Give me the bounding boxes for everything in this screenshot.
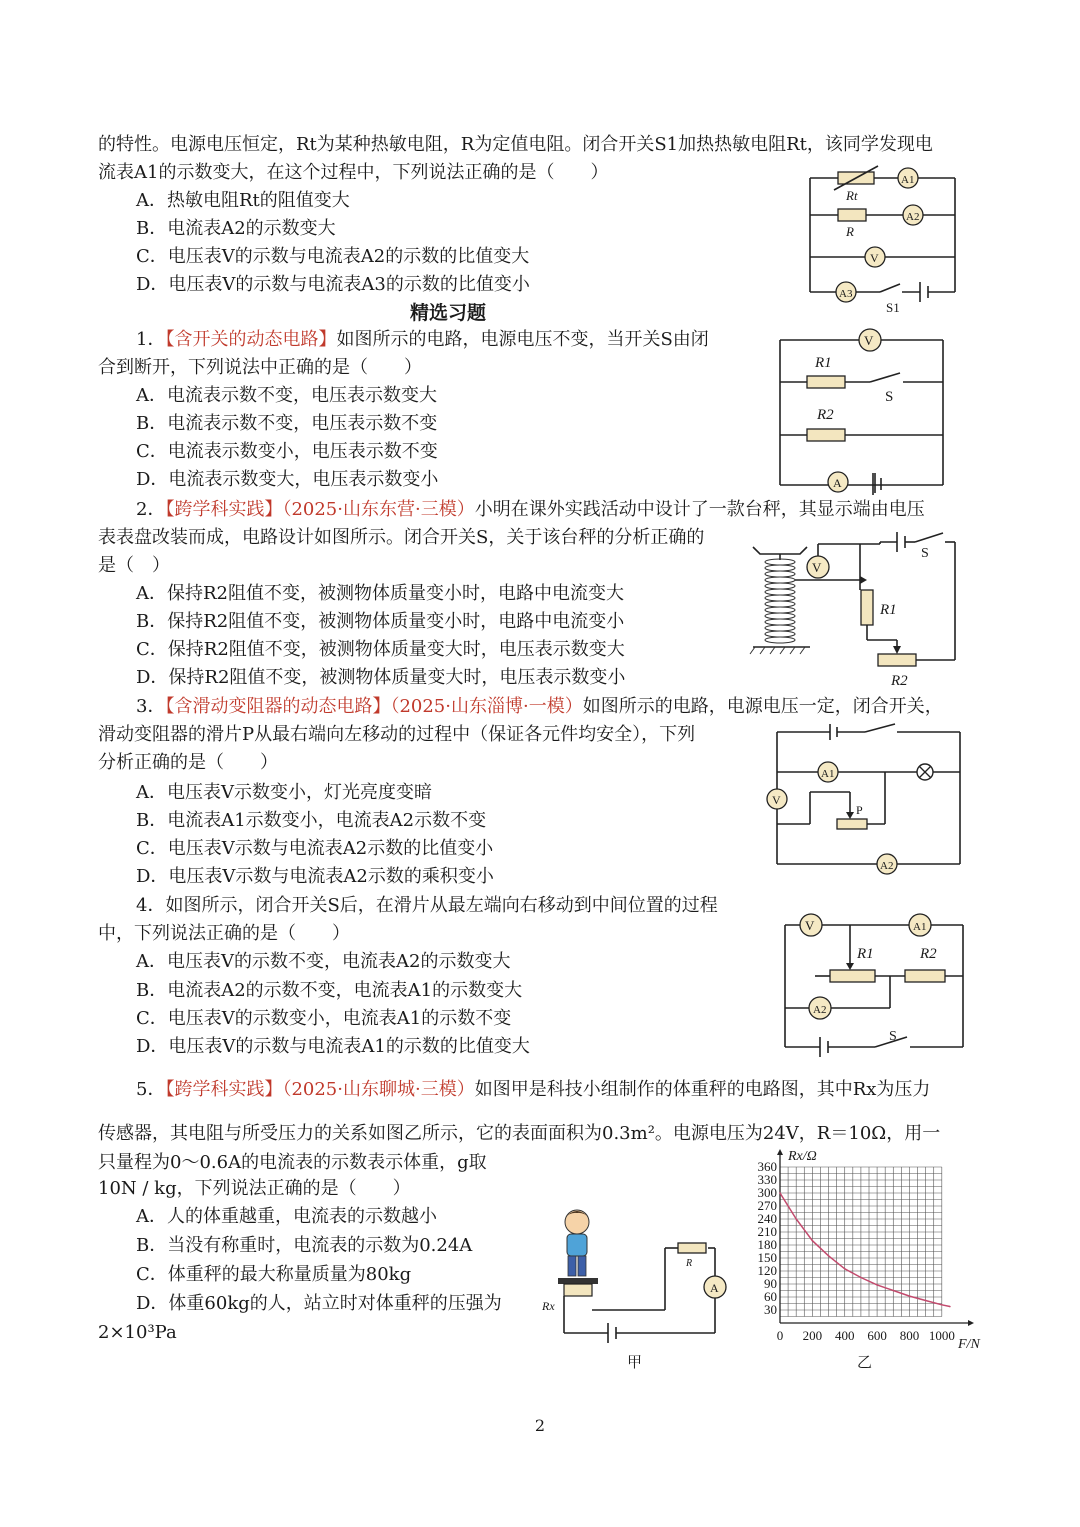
y-tick-label: 210 — [757, 1224, 777, 1239]
q1-option-c: C．电流表示数变小，电压表示数不变 — [136, 441, 438, 462]
q2-r2 — [878, 654, 916, 666]
q4-r2-label: R2 — [920, 946, 937, 962]
q3-option-a: A．电压表V示数变小，灯光亮度变暗 — [136, 782, 432, 803]
q2-tag: 【跨学科实践】 — [165, 499, 283, 520]
chart-point — [795, 1218, 797, 1220]
q1-voltmeter-label: V — [864, 333, 874, 348]
q1-line-2: 合到断开，下列说法中正确的是（ ） — [98, 357, 422, 378]
q2-r2-label: R2 — [891, 673, 908, 689]
chart-y-ticks — [758, 1159, 778, 1317]
q2-r1 — [861, 590, 873, 625]
chart-point — [779, 1192, 781, 1194]
q3-option-c: C．电压表V示数与电流表A2示数的比值变小 — [136, 838, 494, 859]
rx-sensor — [564, 1284, 592, 1296]
q2-first-line — [136, 496, 925, 524]
q4-first-line — [136, 892, 718, 920]
y-tick-label: 180 — [757, 1237, 777, 1252]
x-tick-label: 800 — [899, 1328, 920, 1343]
q2-line-2: 表表盘改装而成，电路设计如图所示。闭合开关S，关于该台秤的分析正确的 — [98, 527, 705, 548]
q3-voltmeter-label: V — [772, 793, 781, 807]
q3-first-line — [136, 693, 943, 721]
q4-option-c: C．电压表V的示数变小，电流表A1的示数不变 — [136, 1008, 512, 1029]
q3-rheostat — [837, 819, 867, 829]
intro-option-c: C．电压表V的示数与电流表A2的示数的比值变大 — [136, 246, 530, 267]
y-tick-label: 360 — [757, 1159, 777, 1174]
chart-points — [779, 1192, 951, 1307]
q3-option-b: B．电流表A1示数变小，电流表A2示数不变 — [136, 810, 487, 831]
q4-option-d: D．电压表V的示数与电流表A1的示数的比值变大 — [136, 1036, 530, 1057]
q5-number: 5． — [136, 1079, 166, 1100]
q3-line-2: 滑动变阻器的滑片P从最右端向左移动的过程中（保证各元件均安全），下列 — [98, 724, 696, 745]
q4-number: 4． — [136, 895, 166, 916]
q1-line-1: 如图所示的电路，电源电压不变，当开关S由闭 — [336, 329, 709, 350]
q5-option-d: D．体重60kg的人，站立时对体重秤的压强为 — [136, 1293, 502, 1314]
q5-option-d-tail: 2×10³Pa — [98, 1322, 177, 1343]
y-tick-label: 60 — [764, 1289, 777, 1304]
chart-point — [828, 1255, 830, 1257]
x-tick-label: 1000 — [928, 1328, 955, 1343]
q3-option-d: D．电压表V示数与电流表A2示数的乘积变小 — [136, 866, 494, 887]
q2-switch-label: S — [921, 546, 929, 561]
q4-line-2: 中，下列说法正确的是（ ） — [98, 923, 350, 944]
q1-r1 — [807, 376, 845, 388]
q2-option-d: D．保持R2阻值不变，被测物体质量变大时，电压表示数变小 — [136, 667, 626, 688]
x-tick-label: 0 — [776, 1328, 784, 1343]
chart-point — [925, 1300, 927, 1302]
voltmeter-v-label: V — [870, 251, 879, 265]
intro-line-1: 的特性。电源电压恒定，Rt为某种热敏电阻，R为定值电阻。闭合开关S1加热热敏电阻Rt，该同学发现电 — [98, 134, 933, 155]
y-tick-label: 120 — [757, 1263, 777, 1278]
q1-r1-label: R1 — [815, 355, 832, 371]
intro-option-a: A．热敏电阻Rt的阻值变大 — [136, 190, 350, 211]
chart-point — [876, 1284, 878, 1286]
q3-line-1: 如图所示的电路，电源电压一定，闭合开关， — [582, 696, 943, 717]
chart-point — [892, 1290, 894, 1292]
q1-number: 1． — [136, 329, 166, 350]
chart-point — [941, 1304, 943, 1306]
q5-tag: 【跨学科实践】 — [165, 1079, 283, 1100]
q5-line-4: 10N / kg，下列说法正确的是（ ） — [98, 1178, 411, 1199]
fig-jia-label: 甲 — [627, 1355, 643, 1371]
r-label: R — [846, 224, 854, 239]
intro-line-2: 流表A1的示数变大，在这个过程中，下列说法正确的是（ ） — [98, 162, 609, 183]
q4-r1 — [830, 970, 875, 982]
q5-r-label: R — [686, 1258, 693, 1269]
q4-r1-label: R1 — [857, 946, 874, 962]
y-tick-label: 30 — [764, 1302, 777, 1317]
q4-option-b: B．电流表A2的示数不变，电流表A1的示数变大 — [136, 980, 523, 1001]
chart-point — [909, 1295, 911, 1297]
chart-grid — [780, 1167, 942, 1317]
q1-option-d: D．电流表示数变大，电压表示数变小 — [136, 469, 439, 490]
chart-point — [812, 1240, 814, 1242]
q3-circuit-diagram — [765, 724, 970, 879]
intro-option-b: B．电流表A2的示数变大 — [136, 218, 336, 239]
q5-r — [678, 1243, 706, 1253]
q1-option-a: A．电流表示数不变，电压表示数变大 — [136, 385, 437, 406]
r-resistor — [838, 209, 866, 221]
q2-source: （2025·山东东营·三模） — [282, 499, 475, 520]
q2-r1-label: R1 — [880, 602, 897, 618]
q5-chart-rx-vs-f — [740, 1145, 990, 1375]
rt-label: Rt — [846, 188, 858, 203]
y-tick-label: 90 — [764, 1276, 777, 1291]
q2-option-a: A．保持R2阻值不变，被测物体质量变小时，电路中电流变大 — [136, 583, 625, 604]
q3-number: 3． — [136, 696, 166, 717]
ammeter-a2-label: A2 — [906, 211, 920, 223]
rx-label: Rx — [542, 1299, 555, 1313]
q4-circuit-diagram — [775, 905, 970, 1055]
q2-number: 2． — [136, 499, 166, 520]
q4-switch-label: S — [889, 1029, 897, 1044]
x-tick-label: 200 — [802, 1328, 823, 1343]
page-number: 2 — [534, 1416, 546, 1435]
x-tick-label: 400 — [834, 1328, 855, 1343]
q3-slider-label: P — [856, 803, 863, 817]
ammeter-a3-label: A3 — [839, 288, 853, 300]
q5-line-3: 只量程为0～0.6A的电流表的示数表示体重，g取 — [98, 1152, 487, 1173]
q4-ammeter-a2-label: A2 — [813, 1004, 827, 1016]
q1-circuit-diagram — [775, 325, 950, 495]
x-axis-arrow — [968, 1320, 974, 1326]
x-tick-label: 600 — [867, 1328, 887, 1343]
q4-voltmeter-label: V — [805, 918, 815, 933]
chart-point — [860, 1277, 862, 1279]
q2-option-c: C．保持R2阻值不变，被测物体质量变大时，电压表示数变大 — [136, 639, 625, 660]
chart-series-rx-f — [780, 1193, 950, 1307]
y-tick-label: 270 — [757, 1198, 777, 1213]
y-tick-label: 300 — [757, 1185, 777, 1200]
q1-switch-label: S — [885, 389, 894, 405]
ammeter-a1-label: A1 — [901, 174, 915, 186]
q3-tag: 【含滑动变阻器的动态电路】 — [165, 696, 391, 717]
q5-option-a: A．人的体重越重，电流表的示数越小 — [136, 1206, 437, 1227]
chart-x-ticks — [777, 1328, 955, 1343]
s1-label: S1 — [886, 300, 900, 315]
q3-line-3: 分析正确的是（ ） — [98, 752, 278, 773]
q5-ammeter-label: A — [710, 1281, 719, 1295]
q2-voltmeter-label: V — [812, 560, 822, 575]
chart-point — [949, 1306, 951, 1308]
q2-spring — [765, 559, 795, 643]
q5-line-1: 如图甲是科技小组制作的体重秤的电路图，其中Rx为压力 — [474, 1079, 931, 1100]
q1-r2 — [807, 429, 845, 441]
q5-option-c: C．体重秤的最大称量质量为80kg — [136, 1264, 412, 1285]
q2-line-3: 是（ ） — [98, 555, 170, 576]
q1-ammeter-label: A — [833, 476, 842, 490]
chart-x-label: F/N — [958, 1337, 980, 1352]
q1-first-line — [136, 326, 709, 354]
fig-yi-label: 乙 — [857, 1355, 873, 1371]
intro-circuit-diagram — [800, 160, 970, 320]
person-illustration — [565, 1210, 589, 1276]
q2-line-1: 小明在课外实践活动中设计了一款台秤，其显示端由电压 — [474, 499, 925, 520]
q1-option-b: B．电流表示数不变，电压表示数不变 — [136, 413, 438, 434]
q5-option-b: B．当没有称重时，电流表的示数为0.24A — [136, 1235, 473, 1256]
q3-ammeter-a1-label: A1 — [821, 768, 835, 780]
chart-axes — [777, 1149, 974, 1326]
q5-first-line — [136, 1076, 930, 1104]
q1-tag: 【含开关的动态电路】 — [165, 329, 337, 350]
q4-option-a: A．电压表V的示数不变，电流表A2的示数变大 — [136, 951, 511, 972]
section-title: 精选习题 — [410, 302, 487, 324]
y-tick-label: 240 — [757, 1211, 777, 1226]
q3-ammeter-a2-label: A2 — [880, 860, 894, 872]
q1-r2-label: R2 — [817, 407, 834, 423]
intro-option-d: D．电压表V的示数与电流表A3的示数的比值变小 — [136, 274, 530, 295]
chart-y-label: Rx/Ω — [788, 1149, 817, 1164]
y-tick-label: 150 — [757, 1250, 777, 1265]
chart-point — [844, 1268, 846, 1270]
q4-line-1: 如图所示，闭合开关S后，在滑片从最左端向右移动到中间位置的过程 — [165, 895, 718, 916]
q5-line-2: 传感器，其电阻与所受压力的关系如图乙所示，它的表面面积为0.3m²。电源电压为24V，R＝10Ω，用一 — [98, 1123, 941, 1144]
y-axis-arrow — [777, 1149, 783, 1155]
q5-source: （2025·山东聊城·三模） — [282, 1079, 475, 1100]
y-tick-label: 330 — [757, 1172, 777, 1187]
q5-figure-jia — [540, 1200, 740, 1375]
scale-platform — [558, 1278, 598, 1284]
q4-ammeter-a1-label: A1 — [913, 921, 927, 933]
q2-option-b: B．保持R2阻值不变，被测物体质量变小时，电路中电流变小 — [136, 611, 625, 632]
q4-r2 — [905, 970, 945, 982]
q3-source: （2025·山东淄博·一模） — [390, 696, 583, 717]
q2-scale-circuit-diagram — [745, 530, 970, 690]
